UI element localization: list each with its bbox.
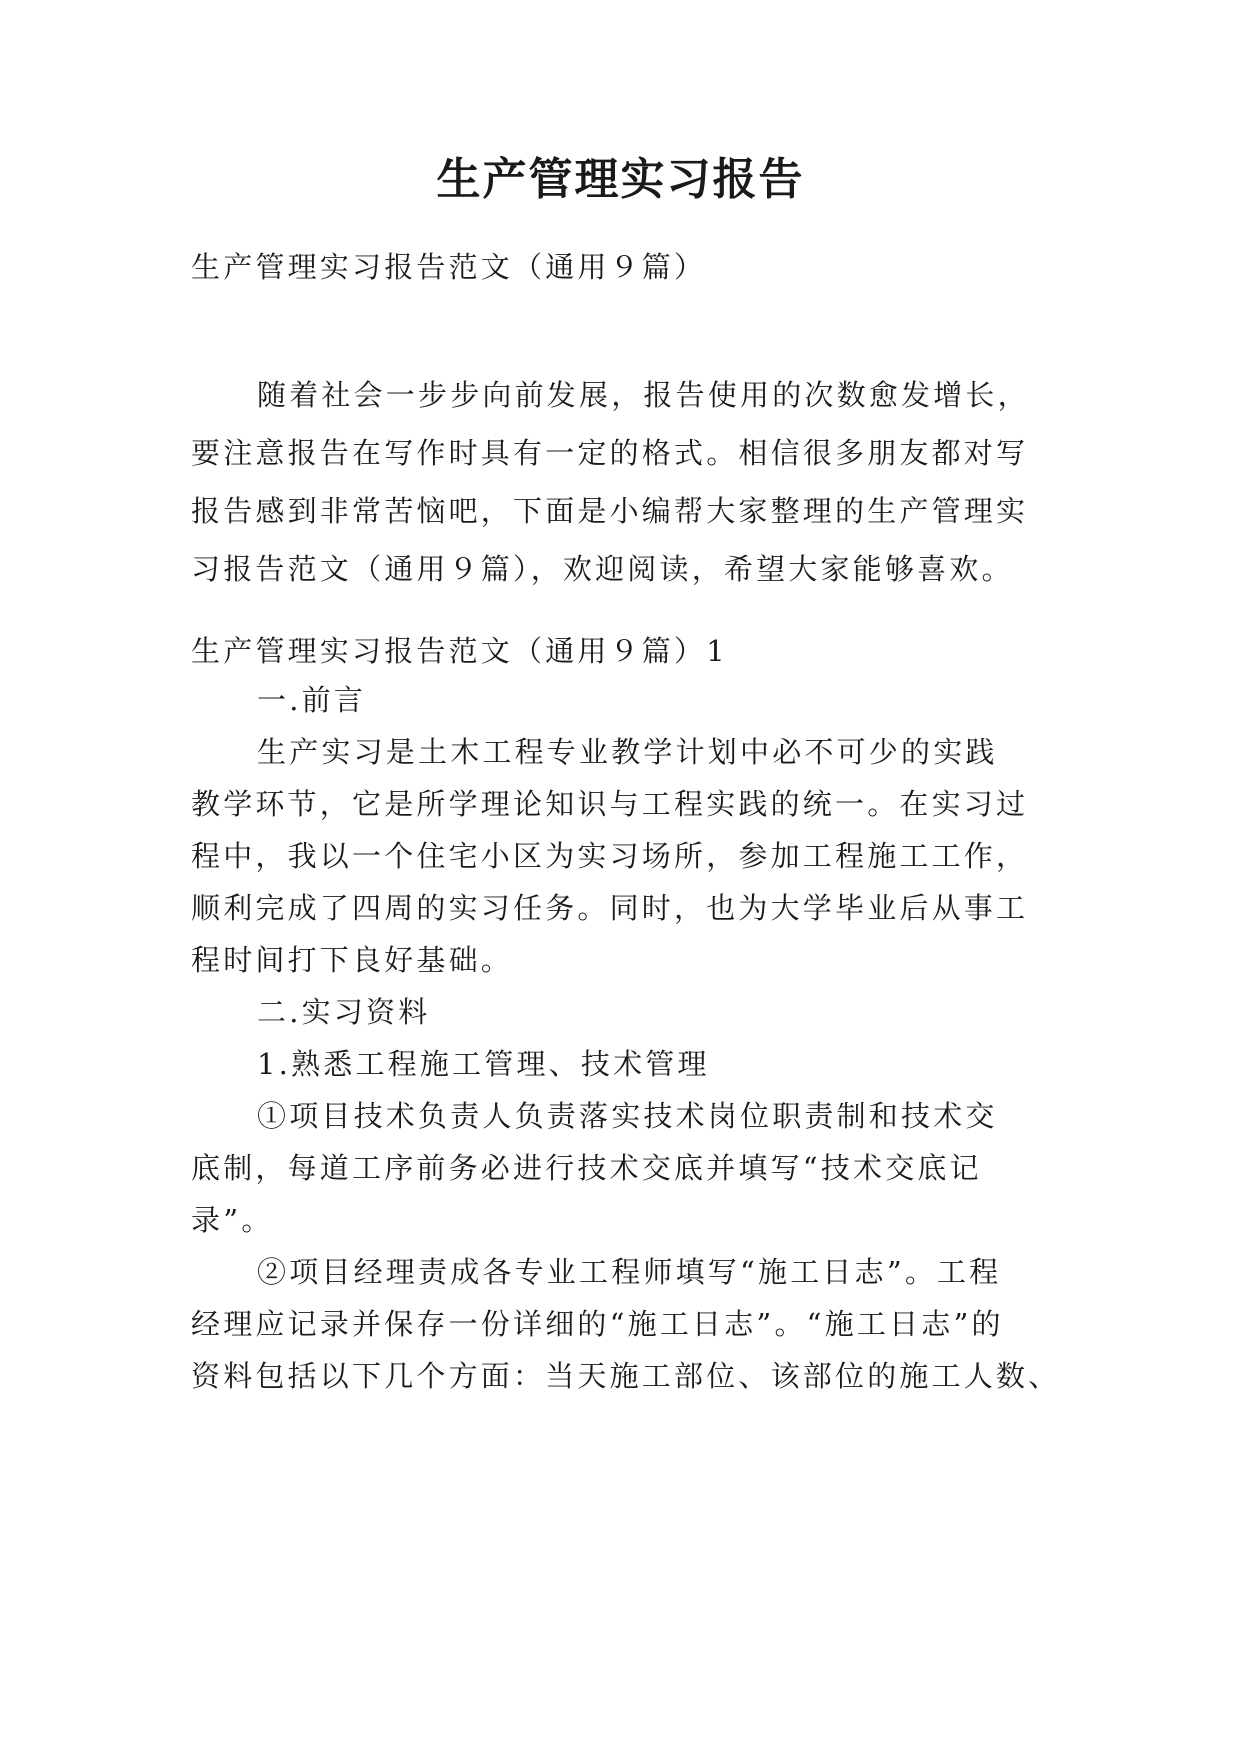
body-line: 底制，每道工序前务必进行技术交底并填写“技术交底记 [191, 1151, 982, 1185]
intro-line: 习报告范文（通用９篇），欢迎阅读，希望大家能够喜欢。 [191, 552, 1014, 586]
document-subtitle [191, 238, 1061, 296]
section-heading [191, 622, 1061, 680]
body-line: 程中，我以一个住宅小区为实习场所，参加工程施工工作， [191, 839, 1029, 873]
body-line: 生产实习是土木工程专业教学计划中必不可少的实践 [257, 735, 998, 769]
intro-line: 要注意报告在写作时具有一定的格式。相信很多朋友都对写 [191, 436, 1029, 470]
intro-paragraph [191, 366, 1061, 598]
intro-line: 报告感到非常苦恼吧，下面是小编帮大家整理的生产管理实 [191, 494, 1029, 528]
document-title: 生产管理实习报告 [436, 154, 805, 205]
body-line: 一.前言 [257, 683, 367, 717]
body-line: 资料包括以下几个方面：当天施工部位、该部位的施工人数、 [191, 1359, 1061, 1393]
body-line: 顺利完成了四周的实习任务。同时，也为大学毕业后从事工 [191, 891, 1029, 925]
body-line: ①项目技术负责人负责落实技术岗位职责制和技术交 [257, 1099, 998, 1133]
body-line: 教学环节，它是所学理论知识与工程实践的统一。在实习过 [191, 787, 1029, 821]
body-line: ②项目经理责成各专业工程师填写“施工日志”。工程 [257, 1255, 1002, 1289]
body-line: 经理应记录并保存一份详细的“施工日志”。“施工日志”的 [191, 1307, 1004, 1341]
section-heading-text: 生产管理实习报告范文（通用９篇）1 [191, 634, 728, 668]
body-line: 1.熟悉工程施工管理、技术管理 [257, 1047, 710, 1081]
body-line: 二.实习资料 [257, 995, 431, 1029]
body-line: 程时间打下良好基础。 [191, 943, 514, 977]
intro-line: 随着社会一步步向前发展，报告使用的次数愈发增长， [257, 378, 1030, 412]
section-body [191, 674, 1061, 1402]
body-line: 录”。 [191, 1203, 274, 1237]
subtitle-line: 生产管理实习报告范文（通用９篇） [191, 250, 707, 284]
